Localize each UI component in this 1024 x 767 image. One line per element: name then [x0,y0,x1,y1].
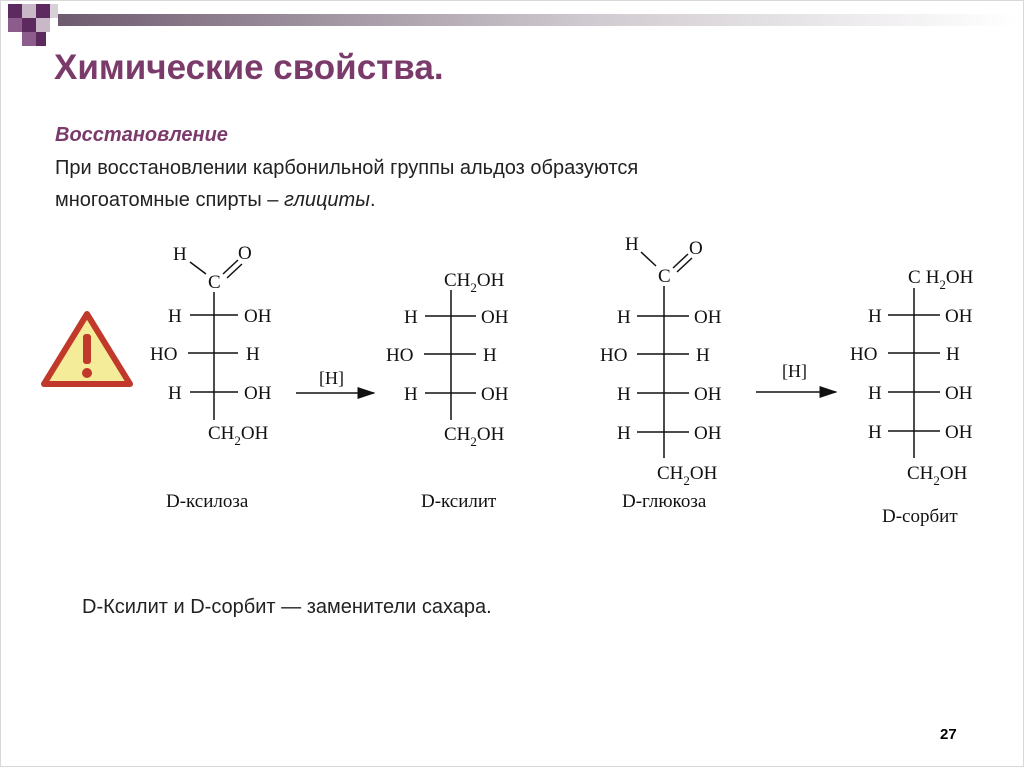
decoration-square [22,18,36,32]
atom-h: H [868,383,882,404]
atom-h: H [868,422,882,443]
atom-h: H [696,345,710,366]
section-subtitle: Восстановление [55,124,228,146]
decoration-square [8,4,22,18]
body-text-line-1: При восстановлении карбонильной группы альдоз образуются [55,157,639,179]
atom-oh: OH [481,307,509,328]
atom-oh: OH [945,422,973,443]
slide-title: Химические свойства. [54,48,444,87]
conclusion-text: D-Ксилит и D-сорбит — заменители сахара. [82,596,492,618]
atom-h: H [625,234,639,255]
molecule-name-glucose: D-глюкоза [622,491,707,512]
decoration-square [22,32,36,46]
atom-h: H [168,383,182,404]
atom-o: O [689,238,703,259]
decoration-square [8,18,22,32]
molecule-name-sorbitol: D-сорбит [882,506,958,527]
atom-h: H [617,384,631,405]
reagent-label: [H] [782,361,807,381]
atom-c: C [658,266,671,287]
atom-h: H [617,307,631,328]
group-ch2oh: $CH_2OH$ [657,463,718,488]
reagent-label: [H] [319,368,344,388]
term-glycites: глициты [283,189,370,211]
decoration-square [36,4,50,18]
body-text-line-2 [55,189,376,212]
group-ch2oh: C $H_2OH$ [908,267,974,292]
reaction-arrow-2 [756,361,836,392]
atom-h: H [246,344,260,365]
page-number: 27 [940,726,957,743]
decoration-square [50,4,58,18]
group-ch2oh: $CH_2OH$ [208,423,269,448]
atom-oh: OH [945,306,973,327]
atom-oh: OH [244,306,272,327]
atom-oh: OH [481,384,509,405]
reaction-arrow-1 [296,368,374,393]
body-text-prefix: многоатомные спирты – [55,189,284,211]
atom-h: H [404,384,418,405]
bond [641,252,656,266]
atom-ho: HO [600,345,628,366]
atom-oh: OH [694,384,722,405]
atom-h: H [404,307,418,328]
bond [190,262,206,274]
atom-h: H [868,306,882,327]
atom-oh: OH [945,383,973,404]
reaction-scheme [0,230,1024,540]
atom-h: H [483,345,497,366]
atom-oh: OH [244,383,272,404]
body-text-suffix: . [369,189,376,211]
atom-ho: HO [150,344,178,365]
molecule-name-xylose: D-ксилоза [166,491,249,512]
group-ch2oh: $CH_2OH$ [907,463,968,488]
decoration-square [36,32,46,46]
molecule-d-glucose [600,234,722,512]
atom-ho: HO [386,345,414,366]
group-ch2oh: $CH_2OH$ [444,424,505,449]
molecule-d-sorbitol [850,267,974,527]
bond [677,258,692,272]
atom-c: C [208,272,221,293]
bond [223,260,238,274]
decoration-square [36,18,50,32]
atom-h: H [946,344,960,365]
molecule-d-xylose [150,243,272,512]
atom-ho: HO [850,344,878,365]
header-gradient-bar [58,14,1018,26]
atom-oh: OH [694,423,722,444]
atom-oh: OH [694,307,722,328]
group-ch2oh: $CH_2OH$ [444,270,505,295]
molecule-name-xylitol: D-ксилит [421,491,497,512]
bond [227,264,242,278]
atom-h: H [168,306,182,327]
decoration-square [22,4,36,18]
bond [673,254,688,268]
atom-h: H [617,423,631,444]
atom-o: O [238,243,252,264]
molecule-d-xylitol [386,270,509,512]
atom-h: H [173,244,187,265]
